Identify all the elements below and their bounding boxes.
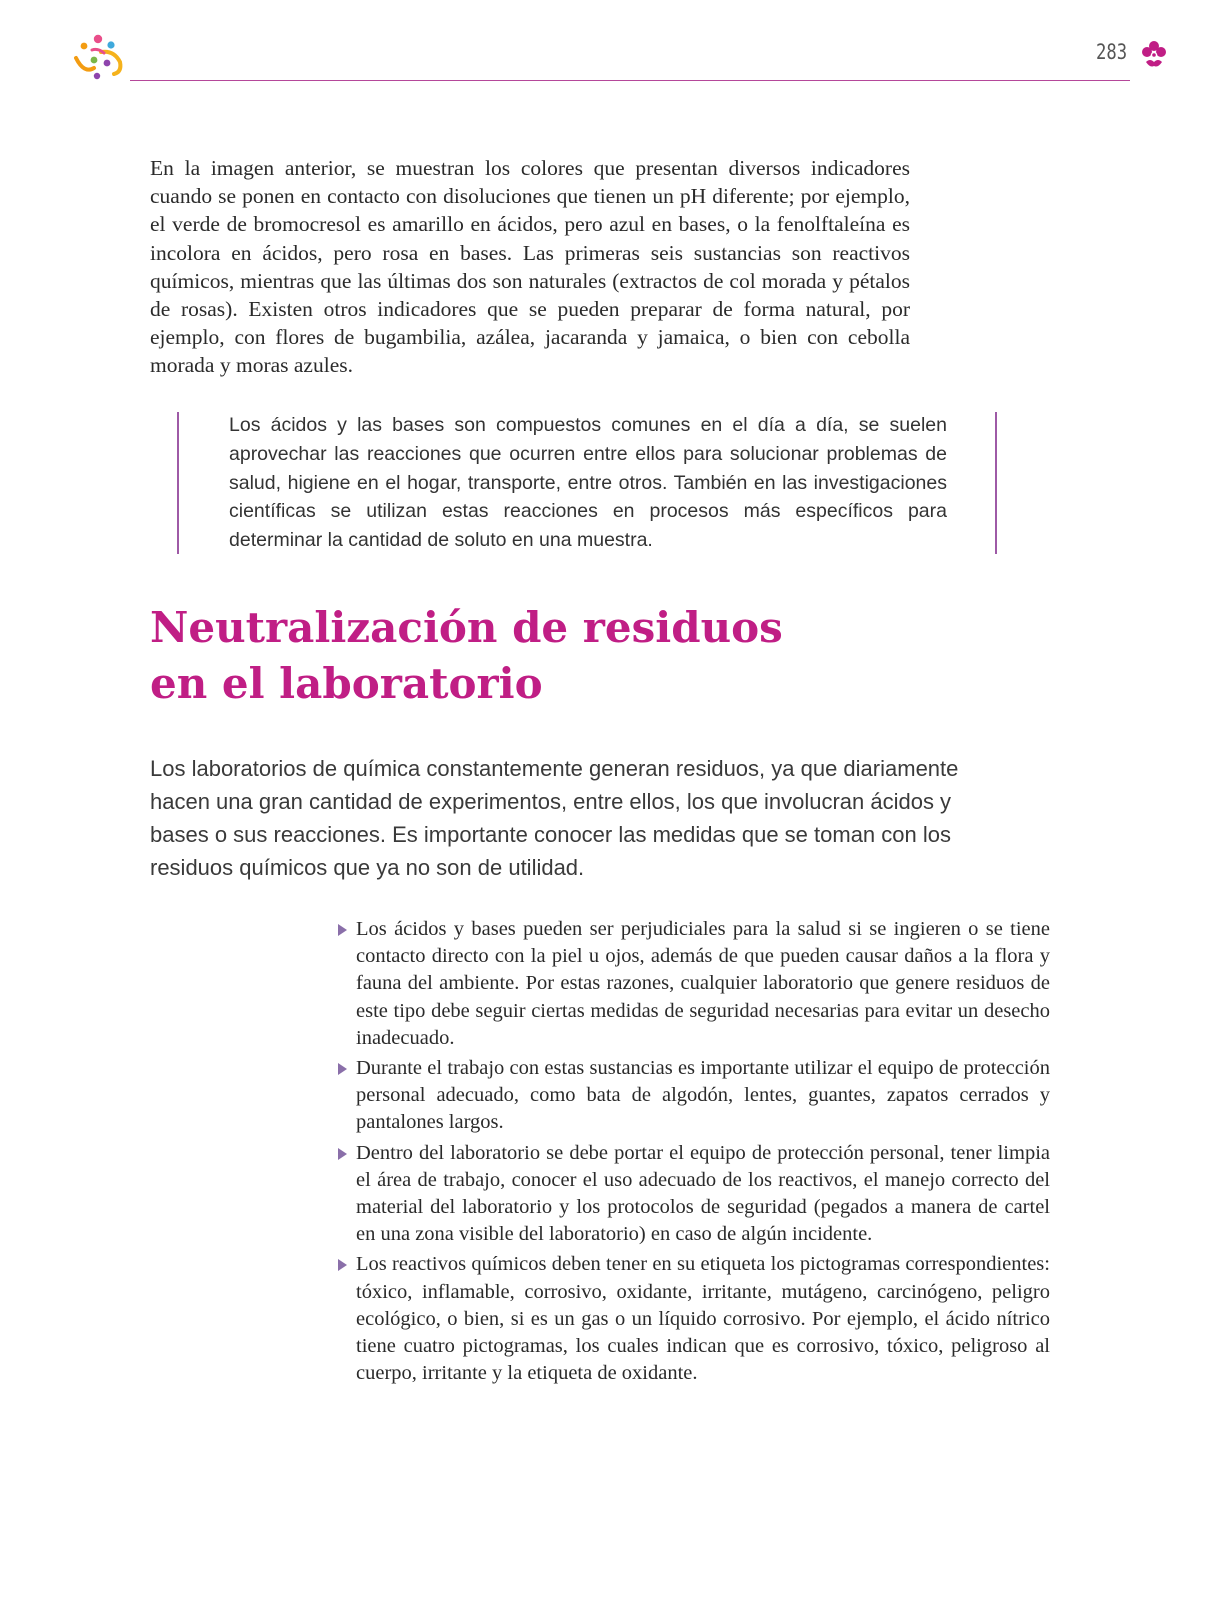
- list-item-text: Los ácidos y bases pueden ser perjudiciales para la salud si se ingieren o se tiene contacto directo con la piel u ojos, además de que pueden causar daños a la flora y fauna del ambiente. Por estas razones, cualquier laboratorio que genere residuos de este tipo debe seguir ciertas medidas de seguridad necesarias para evitar un desecho inadecuado.: [356, 918, 1050, 1049]
- list-item: [338, 916, 1050, 1052]
- page-number: 283: [1096, 40, 1128, 64]
- triangle-bullet-icon: [338, 1148, 347, 1160]
- list-item: [338, 1251, 1050, 1387]
- safety-bullet-list: [338, 916, 1050, 1390]
- colorful-dots-logo-icon: [70, 32, 126, 84]
- callout-box: [177, 412, 997, 554]
- intro-paragraph: En la imagen anterior, se muestran los colores que presentan diversos indicadores cuando se ponen en contacto con disoluciones que tienen un pH diferente; por ejemplo, el verde de bromocresol es amarillo en ácidos, pero azul en bases, o la fenolftaleína es incolora en ácidos, pero rosa en bases. Las primeras seis sustancias son reactivos químicos, mientras que las últimas dos son naturales (extractos de col morada y pétalos de rosas). Existen otros indicadores que se pueden preparar de forma natural, por ejemplo, con flores de bugambilia, azálea, jacaranda y jamaica, o bien con cebolla morada y moras azules.: [150, 156, 910, 378]
- list-item: [338, 1055, 1050, 1137]
- section-lead-paragraph: Los laboratorios de química constantemente generan residuos, ya que diariamente hacen una gran cantidad de experimentos, entre ellos, los que involucran ácidos y bases o sus reacciones. Es importante conocer las medidas que se toman con los residuos químicos que ya no son de utilidad.: [150, 756, 959, 880]
- header-rule: [130, 80, 1130, 81]
- list-item: [338, 1140, 1050, 1249]
- section-title: [150, 600, 1050, 712]
- triangle-bullet-icon: [338, 924, 347, 936]
- section-title-line-1: Neutralización de residuos: [150, 603, 783, 652]
- section-title-line-2: en el laboratorio: [150, 659, 543, 708]
- triangle-bullet-icon: [338, 1259, 347, 1271]
- list-item-text: Los reactivos químicos deben tener en su etiqueta los pictogramas correspondientes: tóxico, inflamable, corrosivo, oxidante, irritante, mutágeno, carcinógeno, peligro ecológico, o bien, si es un gas o un líquido corrosivo. Por ejemplo, el ácido nítrico tiene cuatro pictogramas, los cuales indican que es corrosivo, tóxico, peligroso al cuerpo, irritante y la etiqueta de oxidante.: [356, 1253, 1050, 1385]
- pink-flower-icon: [1140, 40, 1168, 70]
- list-item-text: Durante el trabajo con estas sustancias es importante utilizar el equipo de protección personal adecuado, como bata de algodón, lentes, guantes, zapatos cerrados y pantalones largos.: [356, 1057, 1050, 1134]
- callout-text: Los ácidos y las bases son compuestos comunes en el día a día, se suelen aprovechar las reacciones que ocurren entre ellos para solucionar problemas de salud, higiene en el hogar, transporte, entre otros. También en las investigaciones científicas se utilizan estas reacciones en procesos más específicos para determinar la cantidad de soluto en una muestra.: [229, 414, 947, 552]
- triangle-bullet-icon: [338, 1063, 347, 1075]
- list-item-text: Dentro del laboratorio se debe portar el equipo de protección personal, tener limpia el área de trabajo, conocer el uso adecuado de los reactivos, el manejo correcto del material del laboratorio y los protocolos de seguridad (pegados a manera de cartel en una zona visible del laboratorio) en caso de algún incidente.: [356, 1141, 1050, 1246]
